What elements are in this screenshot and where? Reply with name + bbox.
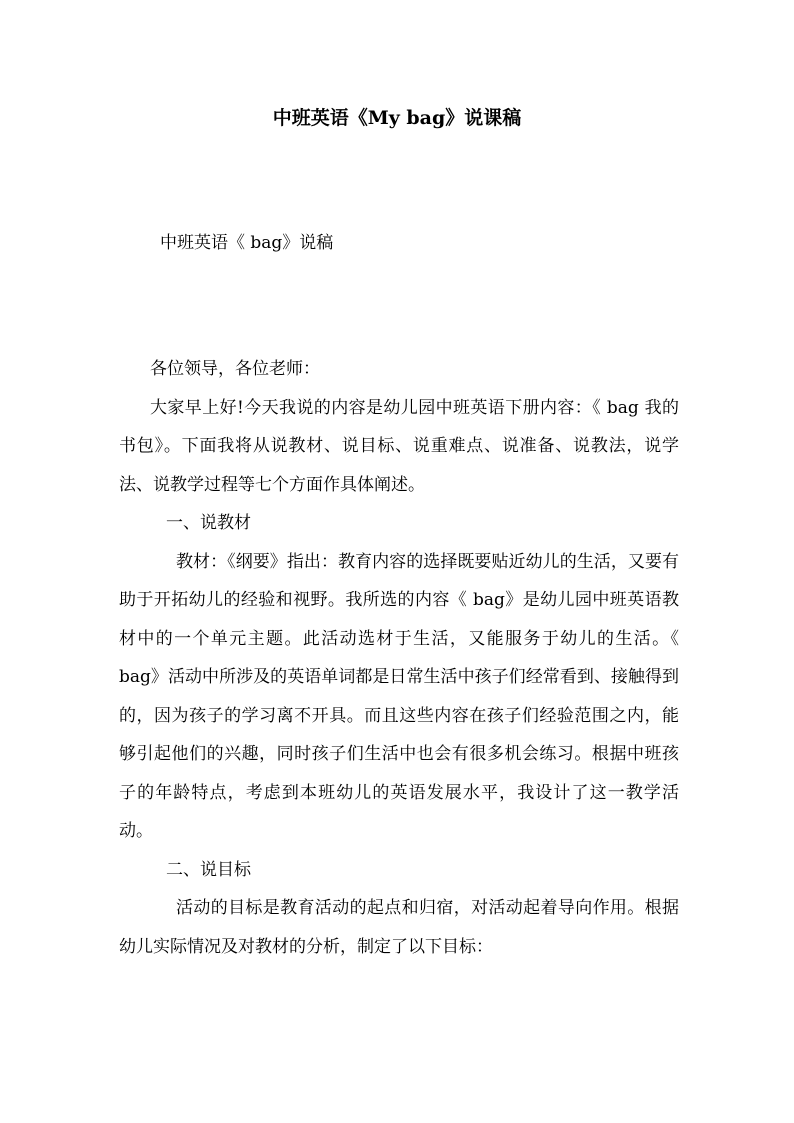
greeting-paragraph: 各位领导，各位老师： bbox=[150, 359, 320, 379]
document-body bbox=[119, 350, 679, 966]
materials-paragraph: 教材：《纲要》指出：教育内容的选择既要贴近幼儿的生活，又要有助于开拓幼儿的经验和视野。我所选的内容《 bag》是幼儿园中班英语教材中的一个单元主题。此活动选材于生活，又能服务于幼儿的生活。《 bag》活动中所涉及的英语单词都是日常生活中孩子们经常看到、接触得到的，因为孩子的学习离不开具。而且这些内容在孩子们经验范围之内，能够引起他们的兴趣，同时孩子们生活中也会有很多机会练习。根据中班孩子的年龄特点，考虑到本班幼儿的英语发展水平，我设计了这一教学活动。 bbox=[119, 551, 679, 841]
goals-paragraph: 活动的目标是教育活动的起点和归宿，对活动起着导向作用。根据幼儿实际情况及对教材的分析，制定了以下目标： bbox=[119, 898, 679, 957]
document-subtitle: 中班英语《 bag》说稿 bbox=[160, 233, 334, 253]
intro-paragraph: 大家早上好!今天我说的内容是幼儿园中班英语下册内容：《 bag 我的书包》。下面我将从说教材、说目标、说重难点、说准备、说教法，说学法、说教学过程等七个方面作具体阐述。 bbox=[119, 397, 679, 495]
document-title: 中班英语《My bag》说课稿 bbox=[272, 107, 522, 129]
section-heading-goals: 二、说目标 bbox=[166, 859, 251, 880]
section-heading-materials: 一、说教材 bbox=[166, 513, 251, 533]
